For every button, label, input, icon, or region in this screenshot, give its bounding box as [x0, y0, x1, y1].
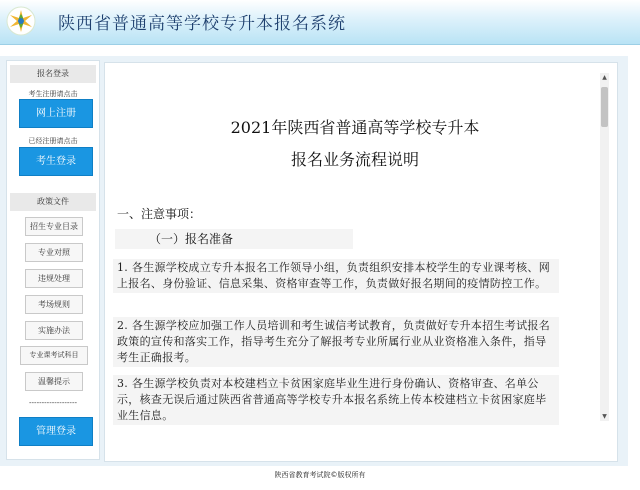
sidebar	[6, 60, 100, 460]
scroll-down-arrow-icon[interactable]: ▼	[602, 413, 607, 420]
policy-link-mapping[interactable]: 专业对照	[25, 243, 83, 262]
scroll-up-arrow-icon[interactable]: ▲	[602, 74, 607, 81]
registration-section-title: 报名登录	[10, 65, 96, 83]
policy-section-title: 政策文件	[10, 193, 96, 211]
policy-link-exam-rules[interactable]: 考场规则	[25, 295, 83, 314]
student-login-button[interactable]: 考生登录	[19, 147, 93, 176]
subsection-heading-text: （一）报名准备	[149, 232, 234, 246]
document-title-line1: 2021年陕西省普通高等学校专升本	[230, 118, 480, 137]
existing-user-hint: 已经注册请点击	[28, 137, 78, 145]
site-logo-icon	[6, 6, 36, 36]
policy-link-violations[interactable]: 违规处理	[25, 269, 83, 288]
document-title-line2: 报名业务流程说明	[290, 150, 419, 169]
new-user-hint: 考生注册请点击	[28, 90, 78, 98]
footer-copyright: 陕西省教育考试院©版权所有	[274, 471, 366, 479]
site-title: 陕西省普通高等学校专升本报名系统	[58, 14, 346, 34]
scroll-thumb[interactable]	[601, 87, 608, 127]
document-scrollbar[interactable]	[600, 73, 609, 421]
policy-link-implementation[interactable]: 实施办法	[25, 321, 83, 340]
policy-link-exam-subjects[interactable]: 专业课考试科目	[20, 346, 88, 365]
paragraph-1: 1. 各生源学校成立专升本报名工作领导小组，负责组织安排本校学生的专业课考核、网上报名、身份验证、信息采集、资格审查等工作，负责做好报名期间的疫情防控工作。	[113, 259, 559, 293]
sidebar-divider: -------------------	[29, 399, 77, 407]
paragraph-3: 3. 各生源学校负责对本校建档立卡贫困家庭毕业生进行身份确认、资格审查、名单公示，核查无误后通过陕西省普通高等学校专升本报名系统上传本校建档立卡贫困家庭毕业生信息。	[113, 375, 559, 425]
section-heading: 一、注意事项：	[117, 207, 202, 221]
header-banner	[0, 0, 640, 45]
register-button[interactable]: 网上注册	[19, 99, 93, 128]
paragraph-2: 2. 各生源学校应加强工作人员培训和考生诚信考试教育，负责做好专升本招生考试报名政策的宣传和落实工作，指导考生充分了解报考专业所属行业从业资格准入条件，指导考生正确报考。	[113, 317, 559, 367]
document-panel[interactable]	[104, 62, 618, 462]
policy-link-tips[interactable]: 温馨提示	[25, 372, 83, 391]
subsection-heading	[115, 229, 353, 249]
admin-login-button[interactable]: 管理登录	[19, 417, 93, 446]
policy-link-catalog[interactable]: 招生专业目录	[25, 217, 83, 236]
